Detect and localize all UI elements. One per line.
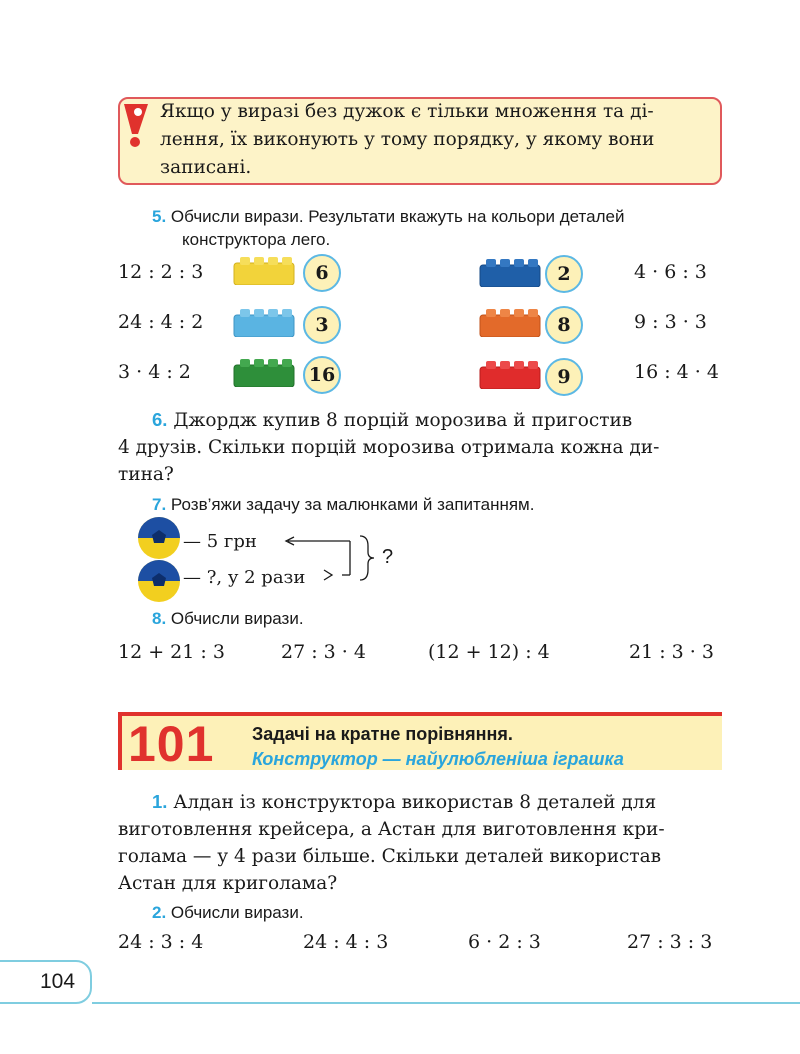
expression: (12 + 12) : 4 — [428, 641, 550, 663]
answer-circle: 3 — [303, 306, 341, 344]
exercise-8-heading — [152, 608, 304, 630]
lego-brick-red-icon — [478, 359, 542, 389]
exercise-number: 8. — [152, 609, 167, 628]
ball-question-row: — ?, у 2 рази — [183, 567, 306, 588]
lego-brick-yellow-icon — [232, 255, 296, 285]
exercise-line — [118, 788, 722, 816]
exercise-7-heading — [152, 494, 534, 516]
exercise-number: 5. — [152, 207, 167, 226]
expression: 6 · 2 : 3 — [468, 931, 541, 953]
comparison-arrows-icon — [280, 532, 392, 584]
rule-text — [160, 98, 720, 182]
question-mark: ? — [382, 546, 394, 568]
expression: 21 : 3 · 3 — [629, 641, 714, 663]
exercise-number: 7. — [152, 495, 167, 514]
page-number: 104 — [40, 970, 76, 993]
exercise-number: 1. — [152, 791, 168, 812]
exercise-text: Розв’яжи задачу за малюнками й запитанням. — [170, 495, 535, 514]
exercise-line: Астан для криголама? — [118, 873, 338, 894]
lego-brick-orange-icon — [478, 307, 542, 337]
exercise-number: 2. — [152, 903, 167, 922]
lesson-title: Задачі на кратне порівняння. — [252, 724, 513, 744]
lego-brick-darkblue-icon — [478, 257, 542, 287]
answer-circle: 8 — [545, 306, 583, 344]
expression: 12 : 2 : 3 — [118, 261, 204, 283]
rule-line: лення, їх виконують у тому порядку, у якому вони — [160, 129, 655, 150]
answer-circle: 16 — [303, 356, 341, 394]
lesson-exercise-2-heading — [152, 902, 304, 924]
ball-icon — [137, 559, 183, 603]
exercise-5-heading-line2: конструктора лего. — [182, 230, 331, 249]
footer-line — [92, 1002, 800, 1004]
expression: 24 : 4 : 2 — [118, 311, 204, 333]
expression: 27 : 3 : 3 — [627, 931, 713, 953]
lesson-number: 101 — [128, 716, 215, 772]
exercise-6-line — [118, 406, 722, 434]
lego-brick-green-icon — [232, 357, 296, 387]
exercise-6 — [118, 406, 722, 488]
exercise-5-heading — [152, 206, 624, 228]
answer-circle: 2 — [545, 255, 583, 293]
lesson-exercise-1 — [118, 788, 722, 897]
ball-price-row: — 5 грн — [183, 531, 257, 552]
expression: 27 : 3 · 4 — [281, 641, 366, 663]
ball-icon — [137, 516, 183, 560]
exercise-text: Джордж купив 8 порцій морозива й пригостив — [173, 410, 633, 431]
expression: 12 + 21 : 3 — [118, 641, 225, 663]
expression: 24 : 4 : 3 — [303, 931, 389, 953]
answer-circle: 9 — [545, 358, 583, 396]
exercise-6-line: 4 друзів. Скільки порцій морозива отримала кожна ди- — [118, 437, 660, 458]
exercise-6-line: тина? — [118, 464, 174, 485]
exercise-text: Обчисли вирази. — [170, 609, 304, 628]
expression: 4 · 6 : 3 — [634, 261, 707, 283]
exclamation-icon — [118, 100, 154, 148]
expression: 3 · 4 : 2 — [118, 361, 191, 383]
expression: 16 : 4 · 4 — [634, 361, 719, 383]
lego-brick-lightblue-icon — [232, 307, 296, 337]
exercise-line: виготовлення крейсера, а Астан для виготовлення кри- — [118, 819, 665, 840]
rule-line: записані. — [160, 157, 252, 178]
exercise-number: 6. — [152, 409, 168, 430]
exercise-text: Обчисли вирази. — [170, 903, 304, 922]
expression: 24 : 3 : 4 — [118, 931, 204, 953]
lesson-header-bar — [118, 712, 122, 770]
expression: 9 : 3 · 3 — [634, 311, 707, 333]
rule-line: Якщо у виразі без дужок є тільки множення та ді- — [160, 101, 654, 122]
lesson-subtitle: Конструктор — найулюбленіша іграшка — [252, 749, 624, 769]
exercise-text: Обчисли вирази. Результати вкажуть на кольори деталей — [170, 207, 625, 226]
answer-circle: 6 — [303, 254, 341, 292]
exercise-text: Алдан із конструктора використав 8 деталей для — [173, 792, 657, 813]
exercise-line: голама — у 4 рази більше. Скільки деталей використав — [118, 846, 662, 867]
